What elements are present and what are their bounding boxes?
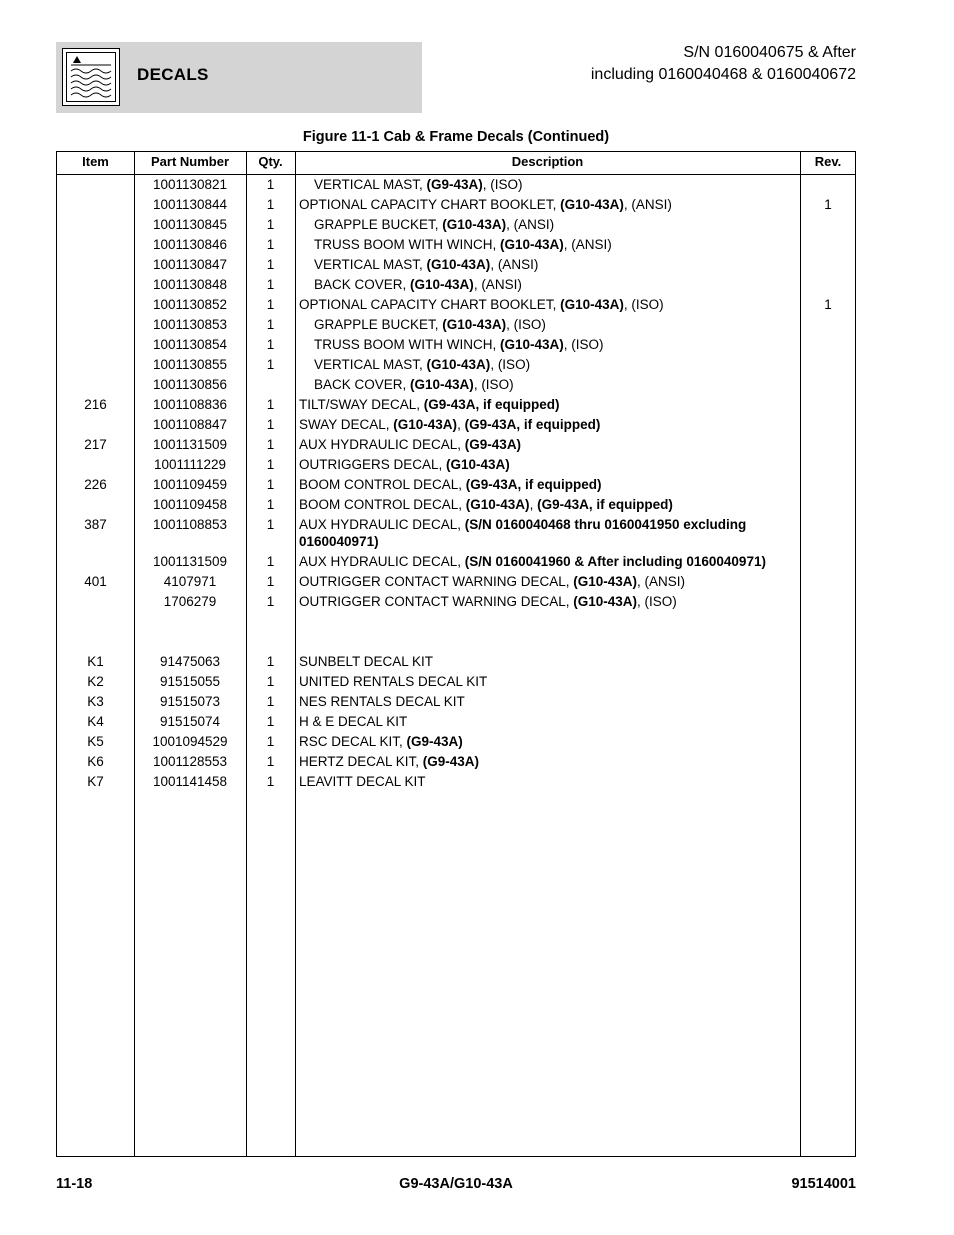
description-cell	[299, 316, 794, 333]
part-number-cell: 91475063	[159, 653, 221, 669]
part-number-cell: 1001130847	[152, 256, 228, 272]
part-number-cell: 1001130846	[152, 236, 228, 252]
description-segment: LEAVITT DECAL KIT	[299, 773, 426, 789]
table-row	[57, 234, 855, 254]
part-number-cell: 1001130854	[152, 336, 228, 352]
description-cell	[299, 653, 794, 670]
qty-cell: 1	[266, 713, 275, 729]
description-segment: (G9-43A, if equipped)	[423, 396, 560, 412]
description-segment: (S/N 0160040468 thru 0160041950 excluding 0160040971)	[299, 516, 747, 549]
table-row	[57, 194, 855, 214]
table-row	[57, 551, 855, 571]
description-cell	[299, 336, 794, 353]
description-segment: (G9-43A)	[422, 753, 480, 769]
header-description: Description	[511, 154, 584, 169]
serial-range	[591, 42, 856, 86]
description-segment: GRAPPLE BUCKET,	[314, 316, 443, 332]
description-segment: (G10-43A)	[410, 376, 474, 392]
table-row	[57, 591, 855, 611]
qty-cell: 1	[266, 733, 275, 749]
part-number-cell: 1001109458	[152, 496, 228, 512]
description-segment: BOOM CONTROL DECAL,	[299, 496, 466, 512]
qty-cell: 1	[266, 553, 275, 569]
qty-cell: 1	[266, 773, 275, 789]
description-segment: (G10-43A)	[573, 593, 638, 609]
description-cell	[299, 753, 794, 770]
description-cell	[299, 276, 794, 293]
header-qty: Qty.	[258, 154, 283, 169]
description-segment: VERTICAL MAST,	[314, 176, 427, 192]
page-number: 11-18	[56, 1176, 93, 1192]
description-cell	[299, 236, 794, 253]
section-title: DECALS	[137, 65, 209, 84]
part-number-cell: 1001131509	[152, 436, 228, 452]
item-cell: 387	[84, 516, 107, 532]
description-cell	[299, 356, 794, 373]
qty-cell: 1	[266, 653, 275, 669]
description-segment: , (ANSI)	[506, 216, 555, 232]
description-cell	[299, 516, 794, 550]
description-segment: , (ISO)	[623, 296, 664, 312]
description-segment: , (ISO)	[473, 376, 514, 392]
table-row	[57, 294, 855, 314]
qty-cell: 1	[266, 336, 275, 352]
qty-cell: 1	[266, 456, 275, 472]
description-segment: (G10-43A)	[573, 573, 638, 589]
table-row	[57, 651, 855, 671]
part-number-cell: 1001130856	[152, 376, 228, 392]
item-cell: K4	[87, 713, 104, 729]
description-cell	[299, 476, 794, 493]
figure-title: Figure 11-1 Cab & Frame Decals (Continued)	[302, 129, 610, 145]
part-number-cell: 1001108836	[152, 396, 228, 412]
serial-line-1: S/N 0160040675 & After	[683, 44, 856, 61]
description-segment: OPTIONAL CAPACITY CHART BOOKLET,	[299, 296, 561, 312]
part-number-cell: 1001141458	[152, 773, 228, 789]
table-row	[57, 571, 855, 591]
description-segment: AUX HYDRAULIC DECAL,	[299, 553, 465, 569]
table-row	[57, 731, 855, 751]
description-cell	[299, 416, 794, 433]
part-number-cell: 1001130853	[152, 316, 228, 332]
description-segment: (G9-43A)	[464, 436, 522, 452]
table-row	[57, 354, 855, 374]
item-cell: K7	[87, 773, 104, 789]
description-segment: , (ISO)	[563, 336, 604, 352]
description-segment: SWAY DECAL,	[299, 416, 394, 432]
qty-cell: 1	[266, 476, 275, 492]
table-row	[57, 214, 855, 234]
description-segment: , (ISO)	[506, 316, 546, 332]
header-part-number: Part Number	[150, 154, 230, 169]
table-spacer	[57, 611, 855, 651]
qty-cell: 1	[266, 436, 275, 452]
description-segment: HERTZ DECAL KIT,	[299, 753, 423, 769]
description-segment: GRAPPLE BUCKET,	[314, 216, 443, 232]
description-cell	[299, 573, 794, 590]
decal-sheet-icon	[66, 52, 116, 102]
part-number-cell: 1001109459	[152, 476, 228, 492]
table-header	[57, 152, 855, 175]
description-segment: H & E DECAL KIT	[299, 713, 408, 729]
qty-cell: 1	[266, 693, 275, 709]
qty-cell: 1	[266, 316, 275, 332]
table-row	[57, 274, 855, 294]
description-segment: VERTICAL MAST,	[314, 256, 427, 272]
serial-line-2: including 0160040468 & 0160040672	[590, 66, 856, 83]
qty-cell: 1	[266, 276, 275, 292]
part-number-cell: 1001130852	[152, 296, 228, 312]
description-cell	[299, 773, 794, 790]
part-number-cell: 1001130855	[152, 356, 228, 372]
part-number-cell: 91515074	[159, 713, 221, 729]
description-segment: (G10-43A)	[442, 216, 507, 232]
item-cell: K5	[87, 733, 104, 749]
table-row	[57, 334, 855, 354]
description-segment: (G10-43A)	[465, 496, 530, 512]
description-segment: OPTIONAL CAPACITY CHART BOOKLET,	[299, 196, 561, 212]
part-number-cell: 91515055	[159, 673, 221, 689]
table-row	[57, 514, 855, 551]
description-cell	[299, 496, 794, 513]
description-segment: (G10-43A)	[426, 256, 491, 272]
qty-cell: 1	[266, 496, 275, 512]
table-row	[57, 771, 855, 791]
item-cell: K6	[87, 753, 104, 769]
description-cell	[299, 176, 794, 193]
part-number-cell: 4107971	[163, 573, 217, 589]
part-number-cell: 1706279	[163, 593, 217, 609]
qty-cell: 1	[266, 196, 275, 212]
item-cell: 216	[84, 396, 107, 412]
description-segment: (G10-43A)	[426, 356, 491, 372]
description-cell	[299, 733, 794, 750]
table-row	[57, 434, 855, 454]
description-cell	[299, 456, 794, 473]
description-cell	[299, 256, 794, 273]
description-segment: , (ANSI)	[623, 196, 672, 212]
qty-cell: 1	[266, 673, 275, 689]
item-cell: K1	[87, 653, 104, 669]
description-segment: OUTRIGGERS DECAL,	[299, 456, 447, 472]
description-segment: , (ANSI)	[637, 573, 686, 589]
description-segment: ,	[457, 416, 465, 432]
rev-cell: 1	[824, 296, 832, 312]
table-row	[57, 691, 855, 711]
part-number-cell: 1001111229	[153, 456, 227, 472]
part-number-cell: 1001130845	[152, 216, 228, 232]
description-segment: ,	[529, 496, 538, 512]
part-number-cell: 1001108853	[152, 516, 228, 532]
qty-cell: 1	[266, 516, 275, 532]
item-cell: 226	[84, 476, 107, 492]
qty-cell: 1	[266, 216, 275, 232]
description-segment: TRUSS BOOM WITH WINCH,	[314, 336, 500, 352]
description-segment: (G10-43A)	[560, 196, 624, 212]
description-cell	[299, 296, 794, 313]
description-segment: SUNBELT DECAL KIT	[299, 653, 434, 669]
description-segment: , (ISO)	[637, 593, 677, 609]
description-segment: OUTRIGGER CONTACT WARNING DECAL,	[299, 573, 574, 589]
table-body	[57, 174, 855, 791]
description-cell	[299, 216, 794, 233]
part-number-cell: 1001094529	[152, 733, 228, 749]
description-cell	[299, 396, 794, 413]
table-row	[57, 494, 855, 514]
item-cell: 217	[84, 436, 107, 452]
part-number-cell: 1001130821	[152, 176, 228, 192]
table-row	[57, 394, 855, 414]
table-row	[57, 751, 855, 771]
table-row	[57, 711, 855, 731]
description-segment: TILT/SWAY DECAL,	[299, 396, 424, 412]
description-segment: , (ANSI)	[473, 276, 522, 292]
description-cell	[299, 196, 794, 213]
description-cell	[299, 713, 794, 730]
part-number-cell: 1001108847	[152, 416, 228, 432]
description-segment: (G9-43A, if equipped)	[465, 476, 602, 492]
part-number-cell: 1001130848	[152, 276, 228, 292]
description-segment: OUTRIGGER CONTACT WARNING DECAL,	[299, 593, 574, 609]
description-segment: , (ISO)	[490, 356, 531, 372]
description-segment: , (ANSI)	[563, 236, 612, 252]
description-segment: (G10-43A)	[500, 236, 564, 252]
header-rev: Rev.	[814, 154, 842, 169]
description-segment: (G10-43A)	[442, 316, 507, 332]
description-segment: AUX HYDRAULIC DECAL,	[299, 436, 465, 452]
description-segment: , (ISO)	[482, 176, 523, 192]
table-row	[57, 174, 855, 194]
qty-cell: 1	[266, 753, 275, 769]
part-number-cell: 1001131509	[152, 553, 228, 569]
description-segment: (G9-43A)	[406, 733, 463, 749]
part-number-cell: 1001130844	[152, 196, 228, 212]
description-cell	[299, 593, 794, 610]
description-segment: (G9-43A)	[426, 176, 483, 192]
description-segment: (G10-43A)	[500, 336, 564, 352]
table-row	[57, 374, 855, 394]
description-segment: BACK COVER,	[314, 276, 411, 292]
description-cell	[299, 673, 794, 690]
description-segment: (G10-43A)	[410, 276, 474, 292]
description-cell	[299, 693, 794, 710]
part-number-cell: 91515073	[159, 693, 221, 709]
description-segment: (G10-43A)	[446, 456, 510, 472]
qty-cell: 1	[266, 236, 275, 252]
description-segment: , (ANSI)	[490, 256, 539, 272]
description-segment: (S/N 0160041960 & After including 0160040971)	[464, 553, 766, 569]
part-number-cell: 1001128553	[152, 753, 228, 769]
description-segment: (G10-43A)	[393, 416, 458, 432]
qty-cell: 1	[266, 176, 275, 192]
table-row	[57, 314, 855, 334]
qty-cell: 1	[266, 573, 275, 589]
item-cell: 401	[84, 573, 107, 589]
qty-cell: 1	[266, 296, 275, 312]
section-logo	[62, 48, 120, 106]
parts-table	[56, 151, 856, 1157]
qty-cell: 1	[266, 416, 275, 432]
table-row	[57, 414, 855, 434]
header-item: Item	[82, 154, 109, 169]
description-segment: (G9-43A, if equipped)	[464, 416, 601, 432]
description-segment: UNITED RENTALS DECAL KIT	[299, 673, 488, 689]
description-segment: AUX HYDRAULIC DECAL,	[299, 516, 465, 532]
qty-cell: 1	[266, 396, 275, 412]
item-cell: K2	[87, 673, 104, 689]
description-segment: VERTICAL MAST,	[314, 356, 427, 372]
table-row	[57, 474, 855, 494]
description-segment: RSC DECAL KIT,	[299, 733, 407, 749]
table-row	[57, 671, 855, 691]
description-segment: NES RENTALS DECAL KIT	[299, 693, 465, 709]
table-row	[57, 254, 855, 274]
description-cell	[299, 376, 794, 393]
rev-cell: 1	[824, 196, 832, 212]
qty-cell: 1	[266, 256, 275, 272]
qty-cell: 1	[266, 593, 275, 609]
description-cell	[299, 553, 794, 570]
description-segment: (G9-43A, if equipped)	[537, 496, 673, 512]
table-row	[57, 454, 855, 474]
description-segment: BOOM CONTROL DECAL,	[299, 476, 466, 492]
model-number: G9-43A/G10-43A	[399, 1176, 513, 1192]
manual-number: 91514001	[791, 1176, 856, 1192]
description-segment: TRUSS BOOM WITH WINCH,	[314, 236, 500, 252]
description-segment: (G10-43A)	[560, 296, 624, 312]
description-cell	[299, 436, 794, 453]
description-segment: BACK COVER,	[314, 376, 411, 392]
qty-cell: 1	[266, 356, 275, 372]
item-cell: K3	[87, 693, 104, 709]
